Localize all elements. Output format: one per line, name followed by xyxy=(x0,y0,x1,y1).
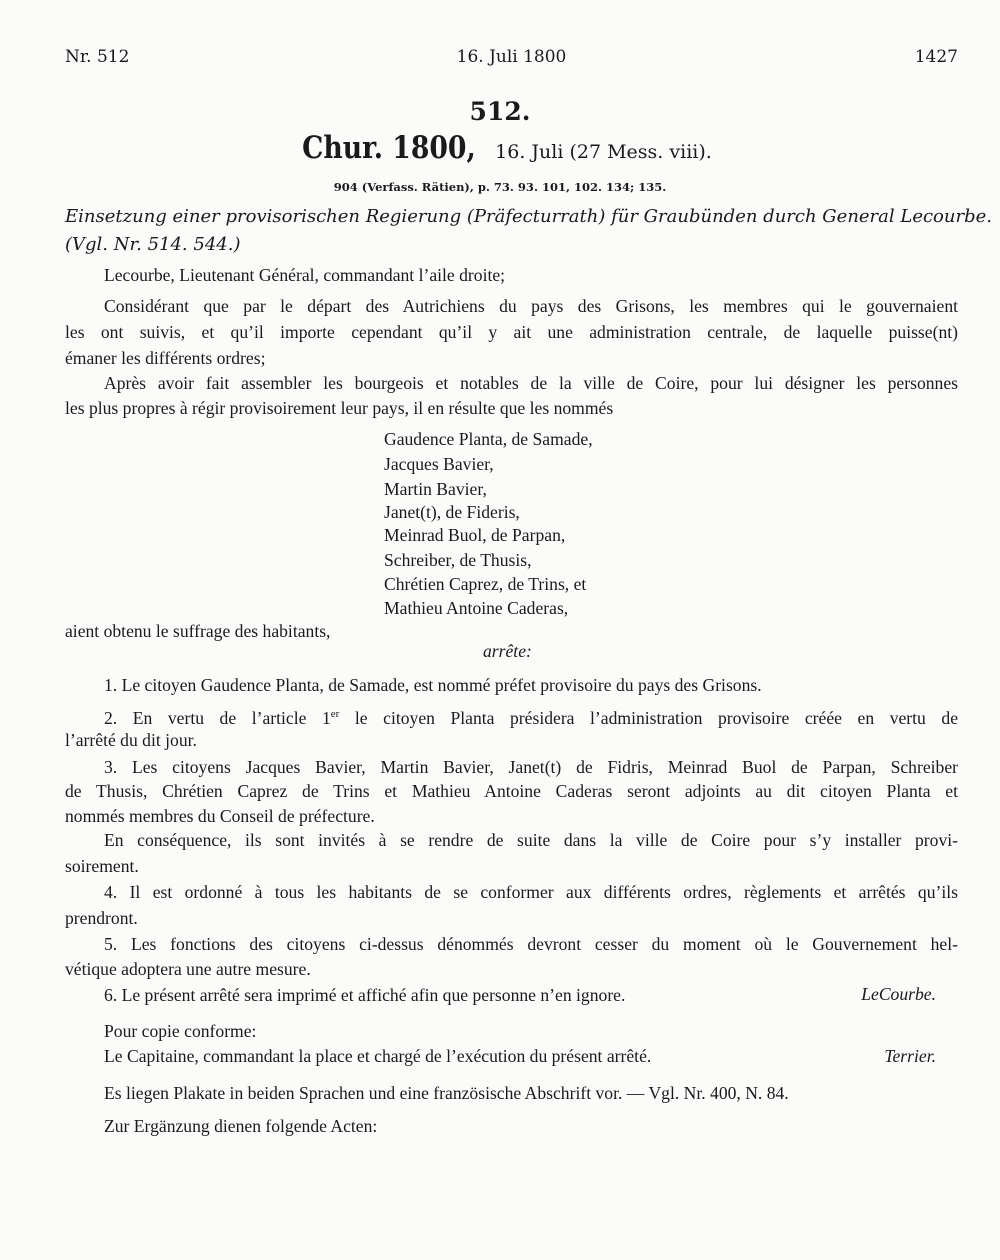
article-3-line-3: nommés membres du Conseil de préfecture. xyxy=(65,806,375,826)
heading-date: 16. Juli (27 Mess. viii). xyxy=(495,141,712,163)
header-doc-number: Nr. 512 xyxy=(65,47,130,67)
references-line: 904 (Verfass. Rätien), p. 73. 93. 101, 102. 134; 135. xyxy=(333,180,667,194)
article-3-line-2: de Thusis, Chrétien Caprez de Trins et Mathieu Antoine Caderas seront adjoints au dit citoyen Planta et xyxy=(65,781,958,801)
document-title: Einsetzung einer provisorischen Regierung (Präfecturrath) für Graubünden durch General Lecourbe. xyxy=(65,206,992,227)
name-list-item: Martin Bavier, xyxy=(384,479,487,499)
article-2-line-1 xyxy=(104,703,959,728)
signature-terrier: Terrier. xyxy=(884,1046,936,1066)
article-2-superscript: er xyxy=(330,708,340,720)
acten-line: Zur Ergänzung dienen folgende Acten: xyxy=(104,1116,378,1136)
article-2-text-post: le citoyen Planta présidera l’administration provisoire créée en vertu de xyxy=(339,707,959,728)
name-list-item: Jacques Bavier, xyxy=(384,454,494,474)
name-list-item: Janet(t), de Fideris, xyxy=(384,502,520,522)
suffrage-line: aient obtenu le suffrage des habitants, xyxy=(65,621,331,641)
document-heading xyxy=(0,130,1000,166)
name-list-item: Gaudence Planta, de Samade, xyxy=(384,429,593,449)
name-list-item: Meinrad Buol, de Parpan, xyxy=(384,525,566,545)
article-2-text-pre: 2. En vertu de l’article 1 xyxy=(104,707,331,728)
copie-conforme: Pour copie conforme: xyxy=(104,1021,257,1041)
name-list-item: Chrétien Caprez, de Trins, et xyxy=(384,574,587,594)
running-header xyxy=(65,47,958,69)
name-list-item: Schreiber, de Thusis, xyxy=(384,550,532,570)
article-4-line-1: 4. Il est ordonné à tous les habitants de se conformer aux différents ordres, règlements et arrêtés qu’ils xyxy=(104,882,958,902)
consequence-line-1: En conséquence, ils sont invités à se rendre de suite dans la ville de Coire pour s’y installer provi- xyxy=(104,830,958,850)
editorial-note: Es liegen Plakate in beiden Sprachen und eine französische Abschrift vor. — Vgl. Nr. 400, N. 84. xyxy=(104,1083,789,1103)
article-5-line-1: 5. Les fonctions des citoyens ci-dessus dénommés devront cesser du moment où le Gouvernement hel- xyxy=(104,934,958,954)
apres-line-1: Après avoir fait assembler les bourgeois et notables de la ville de Coire, pour lui désigner les personnes xyxy=(104,373,958,393)
considerant-line-1: Considérant que par le départ des Autrichiens du pays des Grisons, les membres qui le gouvernaient xyxy=(104,296,958,316)
heading-place-year: Chur. 1800, xyxy=(302,130,476,166)
capitaine-line: Le Capitaine, commandant la place et chargé de l’exécution du présent arrêté. xyxy=(104,1046,652,1066)
document-title-crossref: (Vgl. Nr. 514. 544.) xyxy=(65,234,241,255)
header-date: 16. Juli 1800 xyxy=(456,47,567,67)
header-page-number: 1427 xyxy=(914,47,958,67)
consequence-line-2: soirement. xyxy=(65,856,139,876)
intro-line: Lecourbe, Lieutenant Général, commandant l’aile droite; xyxy=(104,265,506,285)
considerant-line-3: émaner les différents ordres; xyxy=(65,348,266,368)
article-6: 6. Le présent arrêté sera imprimé et affiché afin que personne n’en ignore. xyxy=(104,985,626,1005)
document-number: 512. xyxy=(469,97,531,126)
arrete-heading: arrête: xyxy=(483,641,532,661)
article-5-line-2: vétique adoptera une autre mesure. xyxy=(65,959,311,979)
article-1: 1. Le citoyen Gaudence Planta, de Samade, est nommé préfet provisoire du pays des Grisons. xyxy=(104,675,762,695)
signature-lecourbe: LeCourbe. xyxy=(861,984,936,1004)
name-list-item: Mathieu Antoine Caderas, xyxy=(384,598,569,618)
apres-line-2: les plus propres à régir provisoirement leur pays, il en résulte que les nommés xyxy=(65,398,614,418)
article-3-line-1: 3. Les citoyens Jacques Bavier, Martin Bavier, Janet(t) de Fidris, Meinrad Buol de Parpan, Schreiber xyxy=(104,757,958,777)
article-2-line-2: l’arrêté du dit jour. xyxy=(65,730,197,750)
considerant-line-2: les ont suivis, et qu’il importe cependant qu’il y ait une administration centrale, de laquelle puisse(nt) xyxy=(65,322,958,342)
article-4-line-2: prendront. xyxy=(65,908,138,928)
